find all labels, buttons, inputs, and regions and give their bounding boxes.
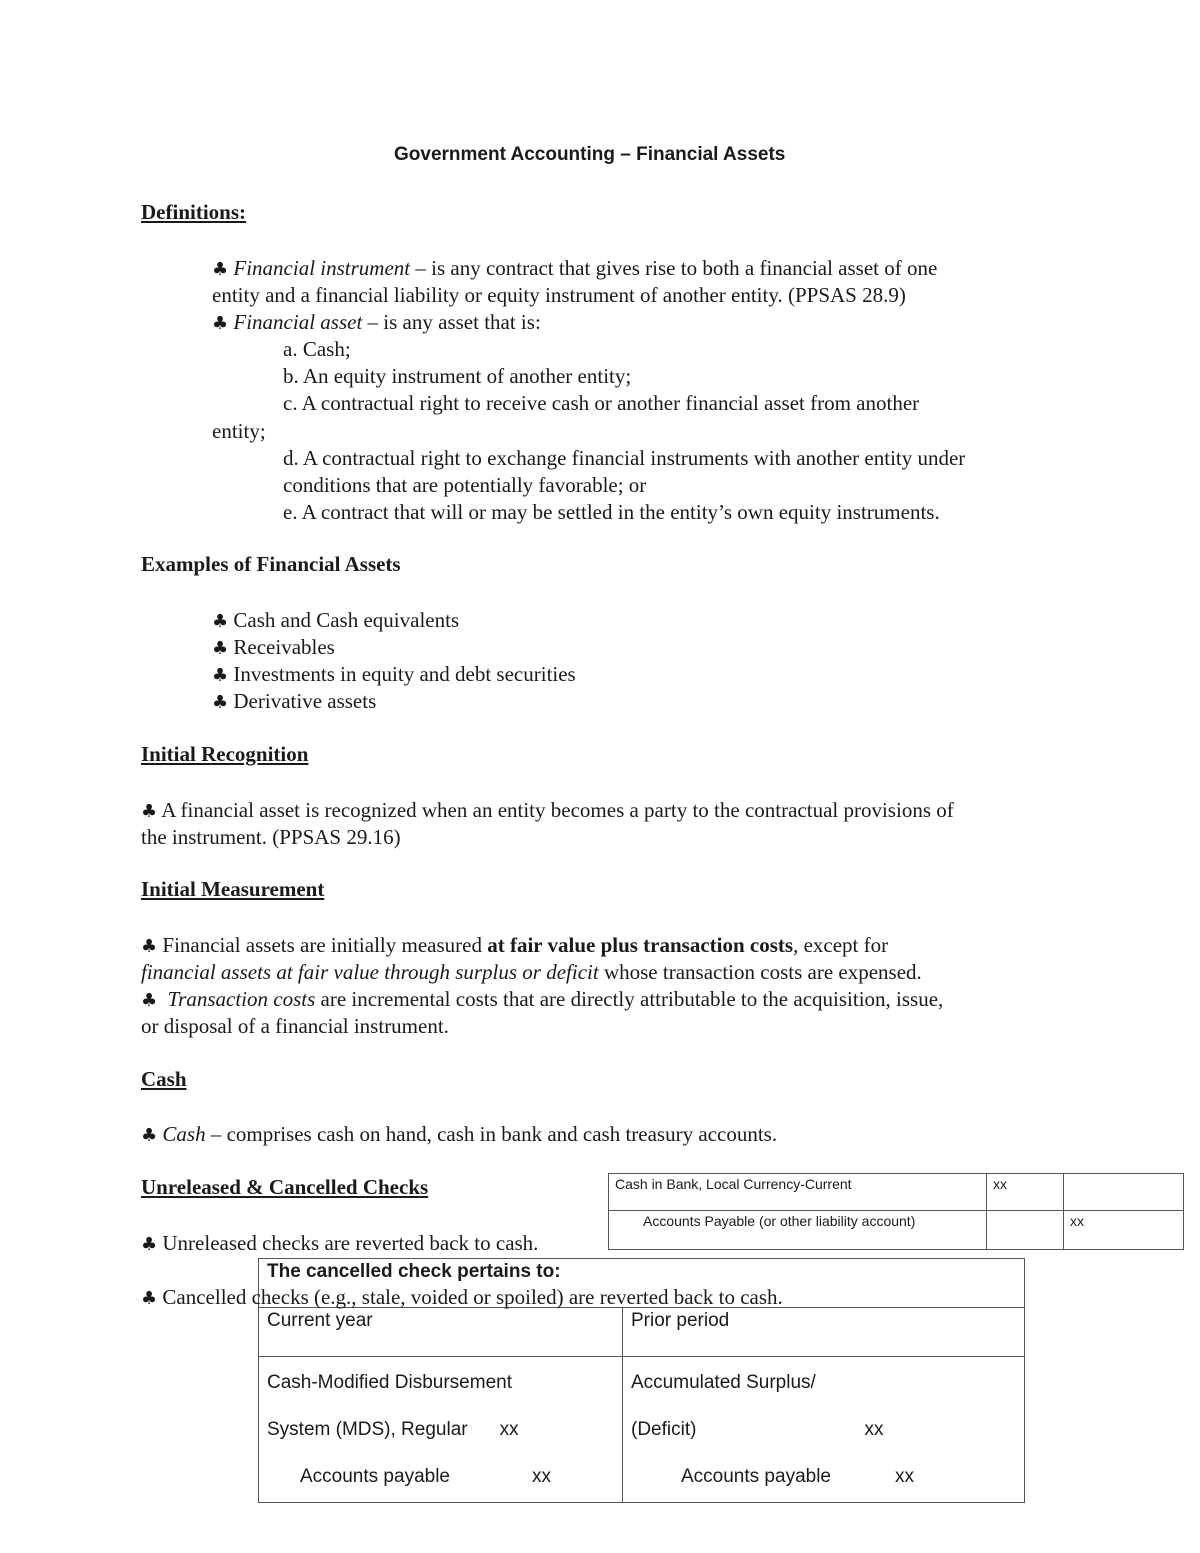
table-row — [609, 1174, 1184, 1211]
list-item: d. A contractual right to exchange financial instruments with another entity under — [283, 446, 966, 470]
definition-financial-instrument: ♣ Financial instrument – is any contract that gives rise to both a financial asset of one — [212, 256, 938, 280]
list-item-continuation: entity; — [212, 419, 266, 443]
journal-entry-table — [608, 1173, 1184, 1250]
paragraph: ♣ Cash – comprises cash on hand, cash in bank and cash treasury accounts. — [141, 1122, 778, 1146]
club-bullet-icon: ♣ — [212, 665, 229, 686]
paragraph: ♣ Unreleased checks are reverted back to cash. — [141, 1231, 539, 1255]
list-item: ♣ Derivative assets — [212, 689, 377, 713]
table-row — [609, 1211, 1184, 1250]
cash-heading: Cash — [141, 1067, 187, 1091]
list-item: b. An equity instrument of another entity; — [283, 364, 632, 388]
entry-line: Accounts payable xx — [300, 1466, 551, 1487]
club-bullet-icon: ♣ — [212, 611, 229, 632]
initial-measurement-heading: Initial Measurement — [141, 877, 325, 901]
entry-line: System (MDS), Regular xx — [267, 1419, 519, 1440]
table-cell: Prior period — [623, 1308, 1025, 1357]
club-bullet-icon: ♣ — [212, 313, 229, 334]
club-bullet-icon: ♣ — [212, 638, 229, 659]
club-bullet-icon: ♣ — [141, 801, 158, 822]
club-bullet-icon: ♣ — [141, 936, 158, 957]
entry-line: (Deficit) xx — [631, 1419, 884, 1440]
list-item: e. A contract that will or may be settled in the entity’s own equity instruments. — [283, 500, 940, 524]
table-cell: Accounts Payable (or other liability account) — [609, 1211, 987, 1250]
table-row — [259, 1357, 1025, 1503]
definition-line: entity and a financial liability or equity instrument of another entity. (PPSAS 28.9) — [212, 283, 906, 307]
entry-line: Cash-Modified Disbursement — [267, 1372, 512, 1393]
initial-recognition-heading: Initial Recognition — [141, 742, 309, 766]
page-title: Government Accounting – Financial Assets — [394, 144, 786, 165]
table-cell: Current year — [259, 1308, 623, 1357]
paragraph: ♣ Transaction costs are incremental costs that are directly attributable to the acquisition, issue, — [141, 987, 944, 1011]
definition-financial-asset: ♣ Financial asset – is any asset that is: — [212, 310, 541, 334]
paragraph: ♣ Financial assets are initially measured at fair value plus transaction costs, except for — [141, 933, 889, 957]
term-financial-asset: Financial asset — [233, 310, 363, 334]
list-item: ♣ Receivables — [212, 635, 335, 659]
entry-line: Accumulated Surplus/ — [631, 1372, 816, 1393]
table-row — [259, 1308, 1025, 1357]
paragraph-line: financial assets at fair value through surplus or deficit whose transaction costs are expensed. — [141, 960, 922, 984]
table-header: The cancelled check pertains to: — [259, 1259, 1025, 1308]
club-bullet-icon: ♣ — [212, 692, 229, 713]
examples-heading: Examples of Financial Assets — [141, 552, 401, 576]
checks-heading: Unreleased & Cancelled Checks — [141, 1175, 429, 1199]
list-item: a. Cash; — [283, 337, 351, 361]
table-cell — [987, 1211, 1064, 1250]
paragraph-line: the instrument. (PPSAS 29.16) — [141, 825, 401, 849]
club-bullet-icon: ♣ — [141, 1234, 158, 1255]
club-bullet-icon: ♣ — [212, 259, 229, 280]
list-item-continuation: conditions that are potentially favorable; or — [283, 473, 647, 497]
table-cell — [1064, 1174, 1184, 1211]
list-item: c. A contractual right to receive cash or another financial asset from another — [283, 391, 920, 415]
club-bullet-icon: ♣ — [141, 1288, 158, 1309]
paragraph: ♣ Cancelled checks (e.g., stale, voided or spoiled) are reverted back to cash. — [141, 1285, 783, 1309]
term-financial-instrument: Financial instrument — [233, 256, 411, 280]
table-cell — [259, 1357, 623, 1503]
table-cell: Cash in Bank, Local Currency-Current — [609, 1174, 987, 1211]
paragraph: ♣ A financial asset is recognized when an entity becomes a party to the contractual provisions of — [141, 798, 954, 822]
list-item: ♣ Cash and Cash equivalents — [212, 608, 460, 632]
club-bullet-icon: ♣ — [141, 990, 158, 1011]
club-bullet-icon: ♣ — [141, 1125, 158, 1146]
definitions-heading: Definitions: — [141, 200, 246, 224]
table-cell: xx — [1064, 1211, 1184, 1250]
entry-line: Accounts payable xx — [681, 1466, 914, 1487]
table-cell — [623, 1357, 1025, 1503]
table-cell: xx — [987, 1174, 1064, 1211]
paragraph-line: or disposal of a financial instrument. — [141, 1014, 449, 1038]
list-item: ♣ Investments in equity and debt securities — [212, 662, 576, 686]
